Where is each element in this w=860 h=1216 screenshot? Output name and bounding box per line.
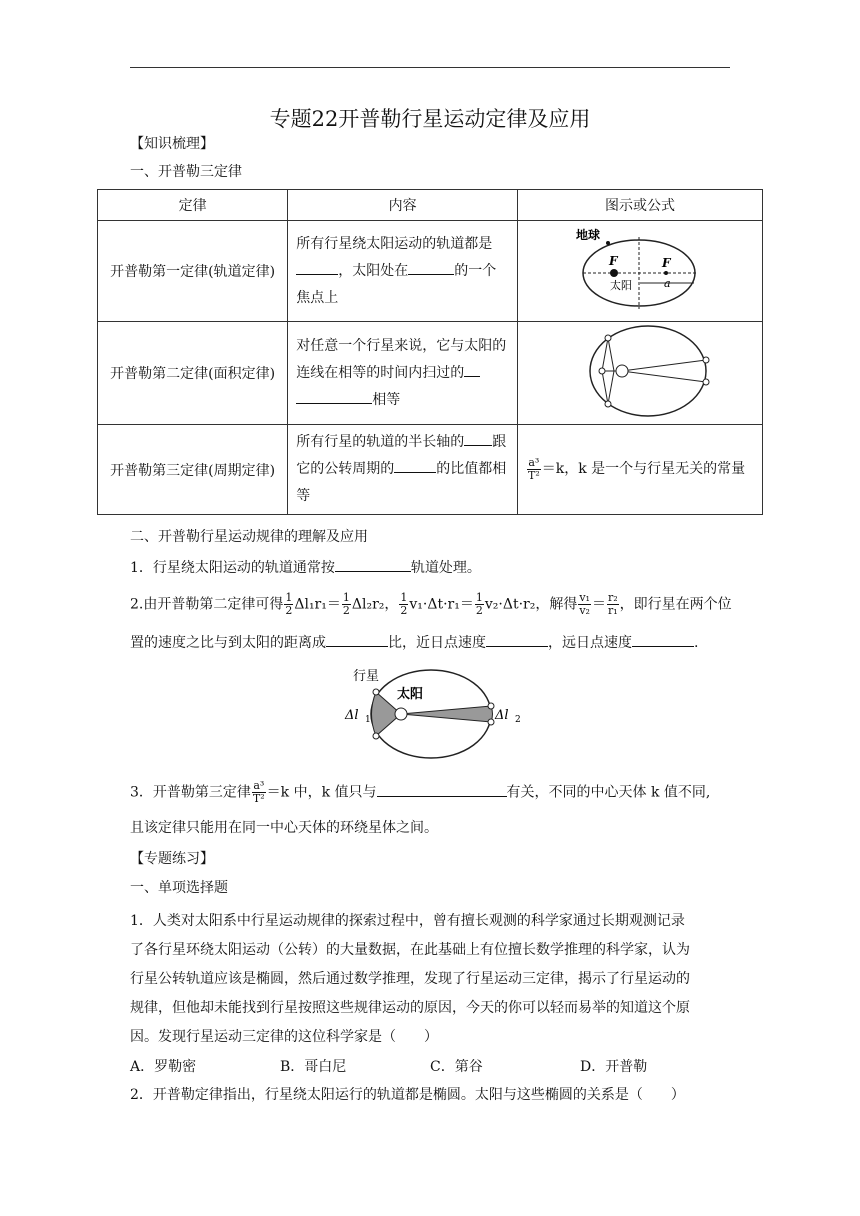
law3-formula [517,425,762,515]
page-title: 专题22开普勒行星运动定律及应用 [269,107,591,131]
part3-heading: 一、单项选择题 [130,880,228,896]
label-dl2-sub: 2 [515,715,521,725]
fill-blank [326,632,388,647]
equation-part: Δl₁r₁＝ [294,596,341,613]
frac-den: 2 [342,604,350,617]
label-dl1-sub: 1 [365,715,371,725]
planet-point [605,335,611,341]
fill-blank [464,362,480,377]
radius-line [608,371,614,404]
header-content: 内容 [288,190,518,221]
fraction-half [475,592,484,617]
header-figure: 图示或公式 [517,190,762,221]
content-text: 所有行星绕太阳运动的轨道都是 [296,235,493,252]
frac-den: 2 [475,604,483,617]
content-text: ，太阳处在 [338,262,409,279]
frac-num: a³ [253,779,265,792]
fill-blank [296,260,338,275]
question-line: 了各行星环绕太阳运动（公转）的大量数据，在此基础上有位擅长数学推理的科学家，认为 [130,942,690,958]
item-text: 轨道处理。 [410,560,481,576]
ellipse-orbit-diagram [526,221,754,317]
planet-point [599,368,605,374]
law-content [288,322,518,425]
option-b[interactable]: B．哥白尼 [280,1059,347,1075]
equation-part: Δl₂r₂， [351,596,399,613]
sun-focus [610,269,618,277]
law1-figure [517,221,762,322]
item-2-line-1: 2.由开普勒第二定律可得 $\frac{1}{2}$ Δl₁r₁＝ $\frac{1}{2}$ Δl₂r₂， $\frac{1}{2}$ v₁·Δt·r₁＝ $\frac{1}{2}$ v₂·Δt·r₂，解得 $\frac{\text{v₁}}{\text{v₂}}$ ＝ $\frac{\text{r₂}}{\text{r₁}}$ ，即行星在两个位 [130,591,732,617]
equation-part: ，即行星在两个位 [619,596,732,613]
content-text: 的一个焦点上 [296,262,497,306]
formula-text: ＝k，k 是一个与行星无关的常量 [541,461,746,477]
area-law-diagram [526,322,754,420]
radius-line [622,371,706,382]
planet-orbit-figure [335,662,535,762]
question-line: 1．人类对太阳系中行星运动规律的探索过程中，曾有擅长观测的科学家通过长期观测记录 [130,913,685,929]
part2-heading: 二、开普勒行星运动规律的理解及应用 [130,529,368,545]
law-name: 开普勒第三定律(周期定律) [98,425,288,515]
frac-num: 1 [475,591,483,604]
table-row [98,322,763,425]
fill-blank [464,431,492,446]
fill-blank [408,260,454,275]
item-text: ，远日点速度 [548,635,632,651]
frac-den: r₁ [607,604,618,617]
fraction-r [607,592,619,617]
question-line: 行星公转轨道应该是椭圆，然后通过数学推理，发现了行星运动三定律，揭示了行星运动的 [130,971,690,987]
question-line: 因。发现行星运动三定律的这位科学家是（ ） [130,1029,438,1045]
formula-fraction [527,457,541,482]
label-sun: 太阳 [609,279,632,292]
planet-point [373,689,379,695]
header-rule [130,67,730,68]
item-2-line-2 [130,632,698,653]
frac-den: 2 [285,604,293,617]
fill-blank [377,782,507,797]
fraction-half [342,592,351,617]
kepler-laws-table [97,189,763,515]
other-focus [664,271,668,275]
label-dl1: Δl [345,708,359,723]
question-line: 规律，但他却未能找到行星按照这些规律运动的原因，今天的你可以轻而易举的知道这个原 [130,1000,690,1016]
planet-point [373,733,379,739]
formula-fraction [252,780,266,805]
question-1 [130,907,740,1052]
table-header-row [98,190,763,221]
option-a[interactable]: A．罗勒密 [130,1059,197,1075]
option-c[interactable]: C．第谷 [430,1059,483,1075]
frac-den: v₂ [579,604,590,617]
fraction-half [284,592,293,617]
frac-num: r₂ [607,591,618,604]
sun-circle [616,365,628,377]
fill-blank [486,632,548,647]
item-text: 2.由开普勒第二定律可得 [130,596,284,613]
law-name: 开普勒第一定律(轨道定律) [98,221,288,322]
item-3-line-1 [130,780,710,805]
header-law: 定律 [98,190,288,221]
content-text: 的比值都相等 [296,461,507,504]
radius-line [608,338,614,371]
equation-part: v₂·Δt·r₂，解得 [484,596,578,613]
swept-area-far [401,706,493,722]
frac-num: 1 [342,591,350,604]
fraction-v [578,592,591,617]
label-focus-1: F [608,254,618,268]
content-text: 所有行星的轨道的半长轴的 [296,434,465,450]
item-text: ＝k 中，k 值只与 [266,784,377,801]
content-text: 对任意一个行星来说，它与太阳的连线在相等的时间内扫过的 [296,337,507,381]
formula-denominator: T² [527,468,540,482]
planet-point [703,379,709,385]
content-text: 相等 [372,391,401,408]
law-name: 开普勒第二定律(面积定律) [98,322,288,425]
earth-point [606,241,610,245]
fill-blank [394,458,436,473]
fill-blank [632,632,694,647]
item-1 [130,557,481,578]
planet-point [703,357,709,363]
sun-circle [395,708,407,720]
label-focus-2: F [661,256,671,270]
fill-blank [296,389,372,404]
law-content [288,425,518,515]
question-2: 2．开普勒定律指出，行星绕太阳运行的轨道都是椭圆。太阳与这些椭圆的关系是（ ） [130,1087,685,1103]
frac-num: 1 [285,591,293,604]
frac-den: 2 [400,604,408,617]
part1-heading: 一、开普勒三定律 [130,164,242,180]
law2-figure [517,322,762,425]
label-planet: 行星 [353,669,380,684]
frac-den: T² [252,792,265,805]
frac-num: v₁ [579,591,590,604]
item-text: 有关，不同的中心天体 k 值不同, [506,784,711,801]
law-content [288,221,518,322]
planet-point [605,401,611,407]
item-text: 1．行星绕太阳运动的轨道通常按 [130,560,335,576]
planet-point [488,719,494,725]
frac-num: 1 [400,591,408,604]
label-earth: 地球 [575,228,600,242]
fill-blank [335,557,411,572]
content-text: 跟它的公转周期的 [296,434,507,477]
equation-part: v₁·Δt·r₁＝ [409,596,474,613]
label-sun: 太阳 [397,687,424,702]
section-practice: 【专题练习】 [130,851,214,867]
table-row [98,425,763,515]
fraction-half [399,592,408,617]
planet-point [488,703,494,709]
label-a: a [663,277,671,290]
radius-line [622,360,706,371]
formula-numerator: a³ [528,455,540,469]
section-knowledge: 【知识梳理】 [130,136,214,152]
option-d[interactable]: D．开普勒 [580,1059,648,1075]
item-3-line-2: 且该定律只能用在同一中心天体的环绕星体之间。 [130,820,438,836]
label-dl2: Δl [495,708,509,723]
table-row [98,221,763,322]
item-text: 置的速度之比与到太阳的距离成 [130,635,326,651]
item-text: 比，近日点速度 [388,635,486,651]
item-text: 3．开普勒第三定律 [130,784,251,801]
item-text: . [694,635,699,651]
